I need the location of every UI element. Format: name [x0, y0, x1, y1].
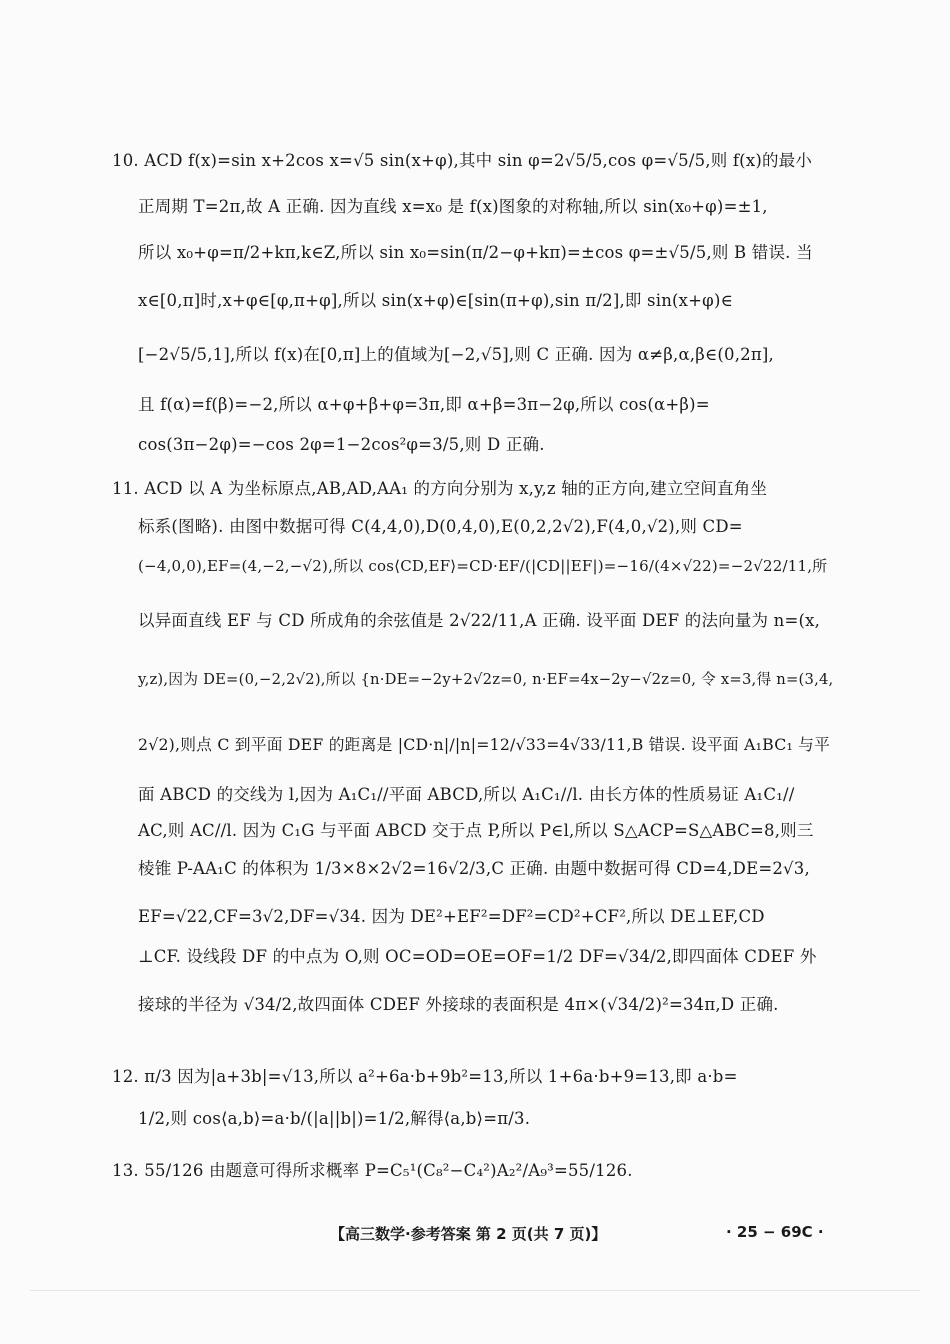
text-line: EF=√22,CF=3√2,DF=√34. 因为 DE²+EF²=DF²=CD²+CF²,所以 DE⊥EF,CD — [138, 907, 765, 926]
text-line: 面 ABCD 的交线为 l,因为 A₁C₁//平面 ABCD,所以 A₁C₁//l. 由长方体的性质易证 A₁C₁// — [138, 785, 795, 804]
text-line: x∈[0,π]时,x+φ∈[φ,π+φ],所以 sin(x+φ)∈[sin(π+φ),sin π/2],即 sin(x+φ)∈ — [138, 291, 733, 310]
text-line: 正周期 T=2π,故 A 正确. 因为直线 x=x₀ 是 f(x)图象的对称轴,所以 sin(x₀+φ)=±1, — [138, 197, 768, 216]
text-line: 所以 x₀+φ=π/2+kπ,k∈Z,所以 sin x₀=sin(π/2−φ+kπ)=±cos φ=±√5/5,则 B 错误. 当 — [138, 243, 813, 262]
text-line: AC,则 AC//l. 因为 C₁G 与平面 ABCD 交于点 P,所以 P∈l,所以 S△ACP=S△ABC=8,则三 — [138, 821, 814, 840]
bottom-divider — [30, 1290, 920, 1291]
answer-item-11 — [112, 478, 838, 1038]
text-line: 接球的半径为 √34/2,故四面体 CDEF 外接球的表面积是 4π×(√34/2)²=34π,D 正确. — [138, 995, 779, 1014]
answer-item-13 — [112, 1160, 838, 1200]
footer-title: 【高三数学·参考答案 第 2 页(共 7 页)】 — [330, 1225, 607, 1243]
text-line: 1/2,则 cos⟨a,b⟩=a·b/(|a||b|)=1/2,解得⟨a,b⟩=π/3. — [138, 1109, 531, 1128]
text-line: 10. ACD f(x)=sin x+2cos x=√5 sin(x+φ),其中 sin φ=2√5/5,cos φ=√5/5,则 f(x)的最小 — [112, 151, 813, 170]
text-line: (−4,0,0),EF=(4,−2,−√2),所以 cos⟨CD,EF⟩=CD·EF/(|CD||EF|)=−16/(4×√22)=−2√22/11,所 — [138, 557, 828, 575]
text-line: 以异面直线 EF 与 CD 所成角的余弦值是 2√22/11,A 正确. 设平面 DEF 的法向量为 n=(x, — [138, 611, 821, 630]
text-line: ⊥CF. 设线段 DF 的中点为 O,则 OC=OD=OE=OF=1/2 DF=√34/2,即四面体 CDEF 外 — [138, 947, 817, 966]
answer-item-12 — [112, 1066, 838, 1152]
text-line: cos(3π−2φ)=−cos 2φ=1−2cos²φ=3/5,则 D 正确. — [138, 435, 545, 454]
answer-item-10 — [112, 150, 838, 474]
text-line: 2√2),则点 C 到平面 DEF 的距离是 |CD·n|/|n|=12/√33=4√33/11,B 错误. 设平面 A₁BC₁ 与平 — [138, 735, 831, 754]
text-line: y,z),因为 DE=(0,−2,2√2),所以 {n·DE=−2y+2√2z=0, n·EF=4x−2y−√2z=0, 令 x=3,得 n=(3,4, — [138, 671, 834, 688]
text-line: 12. π/3 因为|a+3b|=√13,所以 a²+6a·b+9b²=13,所以 1+6a·b+9=13,即 a·b= — [112, 1067, 738, 1086]
text-line: 标系(图略). 由图中数据可得 C(4,4,0),D(0,4,0),E(0,2,2√2),F(4,0,√2),则 CD= — [138, 517, 743, 536]
text-line: 棱锥 P-AA₁C 的体积为 1/3×8×2√2=16√2/3,C 正确. 由题中数据可得 CD=4,DE=2√3, — [138, 859, 810, 878]
text-line: [−2√5/5,1],所以 f(x)在[0,π]上的值域为[−2,√5],则 C 正确. 因为 α≠β,α,β∈(0,2π], — [138, 345, 774, 364]
text-line: 且 f(α)=f(β)=−2,所以 α+φ+β+φ=3π,即 α+β=3π−2φ,所以 cos(α+β)= — [138, 395, 710, 414]
text-line: 11. ACD 以 A 为坐标原点,AB,AD,AA₁ 的方向分别为 x,y,z 轴的正方向,建立空间直角坐 — [112, 479, 768, 498]
footer-code: · 25 − 69C · — [726, 1223, 824, 1241]
text-line: 13. 55/126 由题意可得所求概率 P=C₅¹(C₈²−C₄²)A₂²/A₉³=55/126. — [112, 1161, 633, 1180]
